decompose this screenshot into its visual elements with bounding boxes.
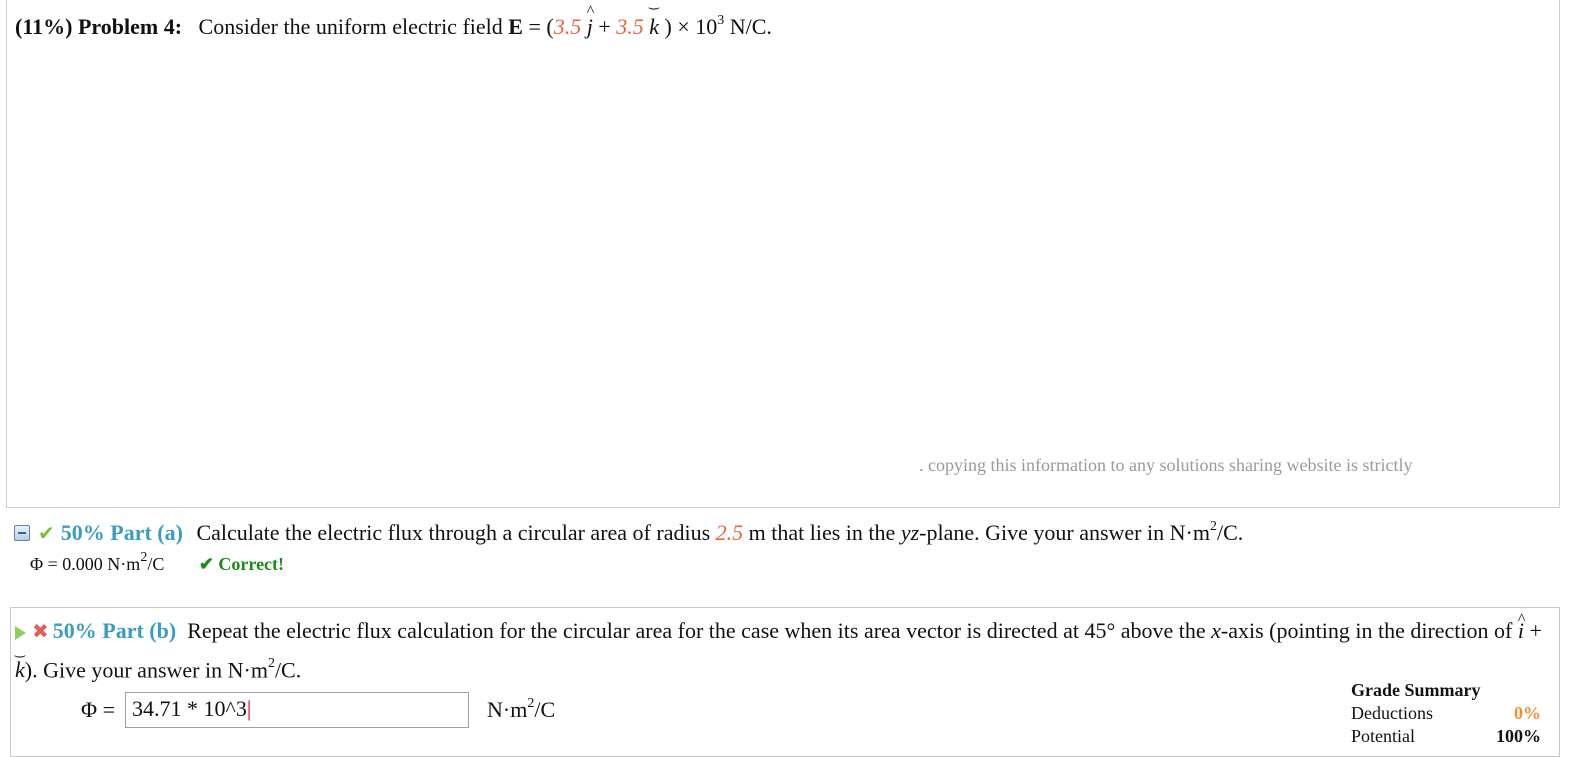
- answer-unit: $N\cdot m^2/C$: [487, 695, 556, 722]
- collapse-icon[interactable]: [14, 525, 30, 541]
- field-close: ) × 10: [664, 14, 718, 39]
- copyright-watermark: . copying this information to any solutions sharing website is strictly: [919, 455, 1413, 475]
- field-exponent: 3: [717, 12, 725, 28]
- k-unit-vector: ⌢ k: [649, 14, 659, 40]
- answer-row: [81, 692, 555, 728]
- potential-label: Potential: [1351, 726, 1415, 746]
- text-cursor: |: [246, 696, 252, 721]
- plane-name: yz: [900, 520, 920, 545]
- radius-value: 2.5: [715, 520, 744, 545]
- problem-weight: (11%): [15, 14, 73, 39]
- part-a-label[interactable]: 50% Part (a): [60, 520, 183, 545]
- part-b-section: [10, 607, 1560, 757]
- field-equals: = (: [528, 14, 554, 39]
- grade-summary-title: Grade Summary: [1351, 680, 1481, 700]
- field-symbol: E: [508, 14, 523, 39]
- deductions-value: 0%: [1514, 703, 1541, 723]
- k-unit-vector-b: ⌢ k: [15, 653, 25, 687]
- correct-status: ✔ Correct!: [198, 554, 285, 574]
- field-units: N/C.: [729, 14, 772, 39]
- incorrect-x-icon: ✖: [32, 621, 49, 643]
- part-a-answer: Φ = 0.000 $N\cdot m^2/C$ ✔ Correct!: [30, 550, 285, 574]
- problem-label: Problem 4:: [77, 14, 183, 39]
- problem-text: Consider the uniform electric field: [198, 14, 503, 39]
- expand-arrow-icon[interactable]: [15, 626, 26, 640]
- j-unit-vector: ^ j: [587, 14, 593, 40]
- phi-label: Φ =: [81, 697, 115, 722]
- i-unit-vector: ^ i: [1518, 614, 1524, 648]
- axis-name: x: [1211, 618, 1221, 643]
- deductions-label: Deductions: [1351, 703, 1433, 723]
- check-icon: ✔: [38, 522, 55, 545]
- part-a-question: Calculate the electric flux through a circular area of radius 2.5 m that lies in the yz-plane. Give your answer in $N\cdot m^2/C$.: [196, 518, 1244, 545]
- k-coefficient: 3.5: [616, 14, 644, 39]
- part-a-section: [14, 520, 1554, 575]
- problem-statement: [15, 14, 772, 40]
- j-coefficient: 3.5: [553, 14, 582, 39]
- part-b-label[interactable]: 50% Part (b): [52, 618, 177, 643]
- field-plus: +: [598, 14, 611, 39]
- problem-container: [6, 0, 1560, 508]
- grade-summary: [1351, 680, 1541, 747]
- potential-value: 100%: [1496, 726, 1541, 746]
- part-b-question: ✖ 50% Part (b) Repeat the electric flux calculation for the circular area for the case when its area vector is directed at 45° above the x-axis (pointing in the direction of ^ i + ⌢ k). Give your answer in $N\cdot m^2/C$.: [15, 614, 1555, 687]
- answer-input[interactable]: 34.71 * 10^3|: [125, 692, 469, 728]
